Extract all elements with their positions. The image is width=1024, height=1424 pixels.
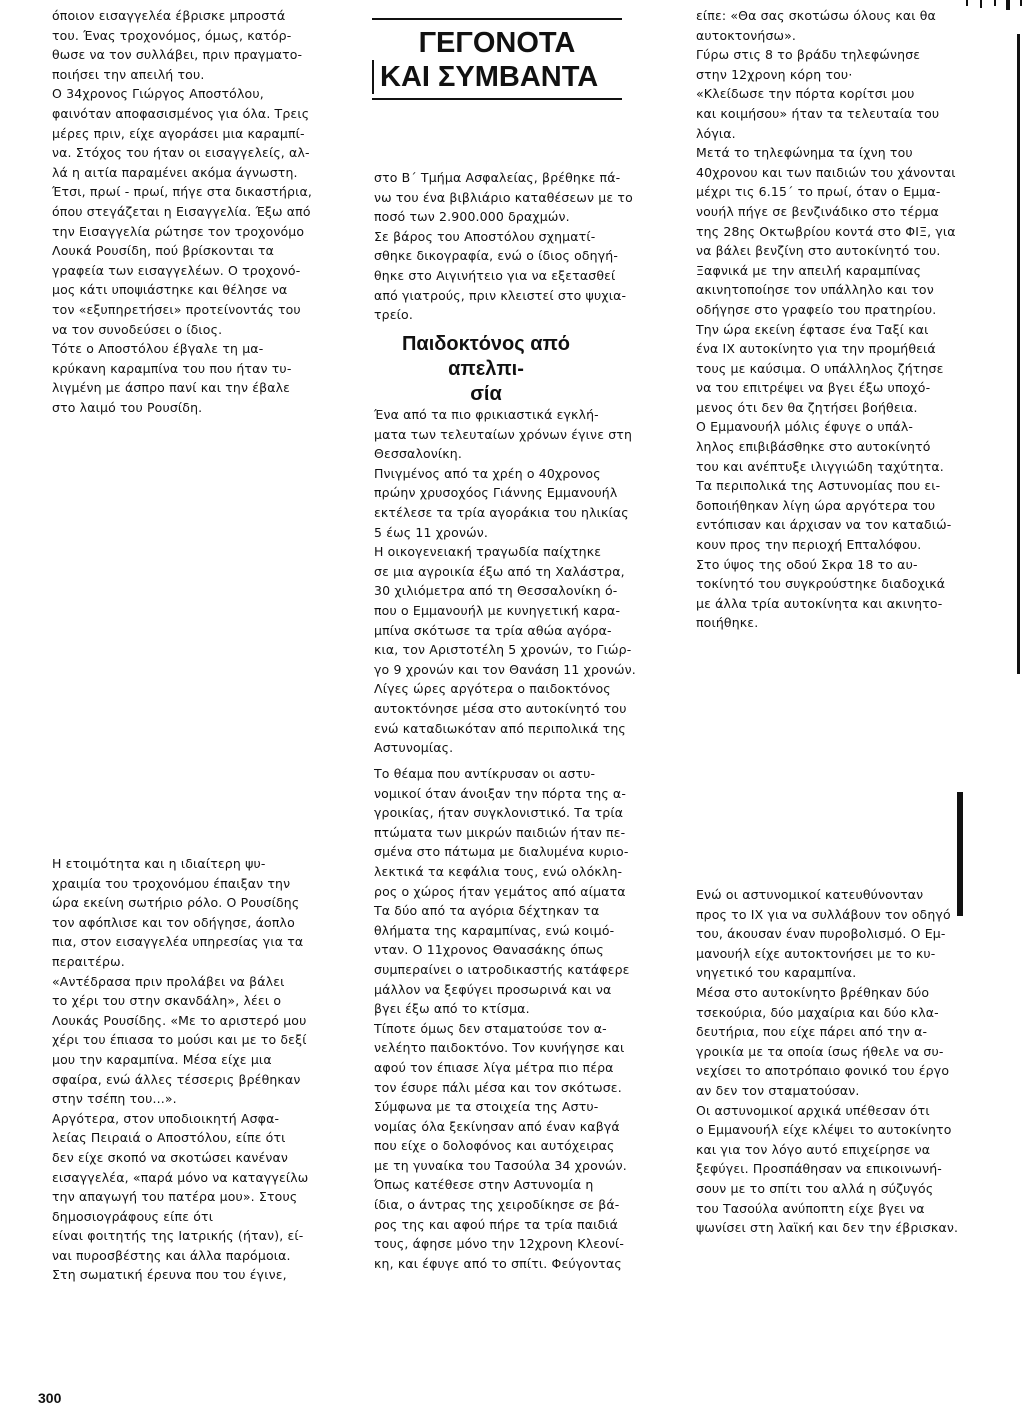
rubric-line-1: ΓΕΓΟΝΟΤΑ: [418, 27, 576, 59]
headline-text: Παιδοκτόνος από απελπι- σία: [401, 333, 571, 405]
page-number: 300: [38, 1390, 62, 1406]
article-text: στο Β΄ Τμήμα Ασφαλείας, βρέθηκε πά- νω του ένα βιβλιάριο καταθέσεων με το ποσό των 2.900.000 δραχμών. Σε βάρος του Αποστόλου σχηματί- σθηκε δικογραφία, ενώ ο ίδιος οδηγή- θηκε στο Αιγινήτειο για να εξετασθεί από γιατρούς, πριν κλειστεί στο ψυχια- τρείο.: [374, 170, 633, 323]
article-headline: [374, 332, 598, 407]
article-text: είπε: «Θα σας σκοτώσω όλους και θα αυτοκτονήσω». Γύρω στις 8 το βράδυ τηλεφώνησε στην 12χρονη κόρη του· «Κλείδωσε την πόρτα κορίτσι μου και κοιμήσου» ήταν τα τελευταία του λόγια. Μετά το τηλεφώνημα τα ίχνη του 40χρονου και των παιδιών του χάνονται μέχρι τις 6.15΄ το πρωί, όταν ο Εμμα- νουήλ πήγε σε βενζινάδικο στο τέρμα της 28ης Οκτωβρίου κοντά στο ΦΙΞ, για να βάλει βενζίνη στο αυτοκίνητό του. Ξαφνικά με την απειλή καραμπίνας ακινητοποίησε τον υπάλληλο και τον οδήγησε στο γραφείο του πρατηρίου. Την ώρα εκείνη έφτασε ένα Ταξί και ένα ΙΧ αυτοκίνητο για την προμήθειά τους με καύσιμα. Ο υπάλληλος ζήτησε να του επιτρέψει να βγει έξω υποχό- μενος ότι δεν θα ζητήσει βοήθεια. Ο Εμμανουήλ μόλις έφυγε ο υπάλ- ληλος επιβιβάσθηκε στο αυτοκίνητό του και ανέπτυξε ιλιγγιώδη ταχύτητα. Τα περιπολικά της Αστυνομίας που ει- δοποιήθηκαν λίγη ώρα αργότερα του εντόπισαν και άρχισαν να τον καταδιώ- κουν προς την περιοχή Επταλόφου. Στο ύψος της οδού Σκρα 18 το αυ- τοκίνητό του συγκρούστηκε διαδοχικά με άλλα τρία αυτοκίνητα και ακινητο- ποιήθηκε.: [696, 8, 956, 631]
article-column-2-middle: [374, 405, 670, 758]
article-column-2-bottom: [374, 764, 670, 1273]
article-text: όποιον εισαγγελέα έβρισκε μπροστά του. Ένας τροχονόμος, όμως, κατόρ- θωσε να τον συλλάβει, πριν πραγματο- ποιήσει την απειλή του. Ο 34χρονος Γιώργος Αποστόλου, φαινόταν αποφασισμένος για όλα. Τρεις μέρες πριν, είχε αγοράσει μια καραμπί- να. Στόχος του ήταν οι εισαγγελείς, αλ- λά η αιτία παραμένει ακόμα άγνωστη. Έτσι, πρωί - πρωί, πήγε στα δικαστήρια, όπου στεγάζεται η Εισαγγελία. Έξω από την Εισαγγελία ρώτησε τον τροχονόμο Λουκά Ρουσίδη, πού βρίσκονται τα γραφεία των εισαγγελέων. Ο τροχονό- μος κάτι υποψιάστηκε και θέλησε να τον «εξυπηρετήσει» προτείνοντάς του να τον συνοδεύσει ο ίδιος. Τότε ο Αποστόλου έβγαλε τη μα- κρύκανη καραμπίνα του που ήταν τυ- λιγμένη με άσπρο πανί και την έβαλε στο λαιμό του Ρουσίδη.: [52, 8, 312, 415]
article-text: Η ετοιμότητα και η ιδιαίτερη ψυ- χραιμία του τροχονόμου έπαιξαν την ώρα εκείνη σωτήριο ρόλο. Ο Ρουσίδης τον αφόπλισε και τον οδήγησε, άοπλο πια, στον εισαγγελέα υπηρεσίας για τα περαιτέρω. «Αντέδρασα πριν προλάβει να βάλει το χέρι του στην σκανδάλη», λέει ο Λουκάς Ρουσίδης. «Με το αριστερό μου χέρι του έπιασα το μούσι και με το δεξί μου την καραμπίνα. Μέσα είχε μια σφαίρα, ενώ άλλες τέσσερις βρέθηκαν στην τσέπη του...». Αργότερα, στον υποδιοικητή Ασφα- λείας Πειραιά ο Αποστόλου, είπε ότι δεν είχε σκοπό να σκοτώσει κανέναν εισαγγελέα, «παρά μόνο να καταγγείλω την απαγωγή του πατέρα μου». Στους δημοσιογράφους είπε ότι είναι φοιτητής της Ιατρικής (ήταν), εί- ναι πυροσβέστης και άλλα παρόμοια. Στη σωματική έρευνα που του έγινε,: [52, 856, 309, 1283]
article-column-2-top: [374, 168, 670, 325]
rubric-line-2: ΚΑΙ ΣΥΜΒΑΝΤΑ: [372, 60, 622, 94]
column-rule: [957, 792, 963, 916]
section-rubric: [372, 18, 622, 100]
article-column-1-top: [52, 6, 352, 417]
article-column-3-bottom: [696, 885, 992, 1238]
article-column-3-top: [696, 6, 992, 633]
article-text: Ένα από τα πιο φρικιαστικά εγκλή- ματα των τελευταίων χρόνων έγινε στη Θεσσαλονίκη. Πνιγμένος από τα χρέη ο 40χρονος πρώην χρυσοχόος Γιάννης Εμμανουήλ εκτέλεσε τα τρία αγοράκια του ηλικίας 5 έως 11 χρονών. Η οικογενειακή τραγωδία παίχτηκε σε μια αγροικία έξω από τη Χαλάστρα, 30 χιλιόμετρα από τη Θεσσαλονίκη ό- που ο Εμμανουήλ με κυνηγετική καρα- μπίνα σκότωσε τα τρία αθώα αγόρα- κια, τον Αριστοτέλη 5 χρονών, το Γιώρ- γο 9 χρονών και τον Θανάση 11 χρονών. Λίγες ώρες αργότερα ο παιδοκτόνος αυτοκτόνησε μέσα στο αυτοκίνητό του ενώ καταδιωκόταν από περιπολικά της Αστυνομίας.: [374, 407, 636, 756]
page-edge-rule: [1017, 34, 1020, 674]
article-text: Το θέαμα που αντίκρυσαν οι αστυ- νομικοί όταν άνοιξαν την πόρτα της α- γροικίας, ήταν συγκλονιστικό. Τα τρία πτώματα των μικρών παιδιών ήταν πε- σμένα στο πάτωμα με διαλυμένα κυριο- λεκτικά τα κεφάλια τους, ενώ ολόκλη- ρος ο χώρος ήταν γεμάτος από αίματα Τα δύο από τα αγόρια δέχτηκαν τα θλήματα της καραμπίνας, ενώ κοιμό- νταν. Ο 11χρονος Θανασάκης όπως συμπεραίνει ο ιατροδικαστής κατάφερε μάλλον να ξεφύγει προσωρινά και να βγει έξω από το κτίσμα. Τίποτε όμως δεν σταματούσε τον α- νελέητο παιδοκτόνο. Τον κυνήγησε και αφού τον έπιασε λίγα μέτρα πιο πέρα τον έσυρε πάλι μέσα και τον σκότωσε. Σύμφωνα με τα στοιχεία της Αστυ- νομίας όλα ξεκίνησαν από έναν καβγά που είχε ο δολοφόνος και αυτόχειρας με τη γυναίκα του Τασούλα 34 χρονών. Όπως κατέθεσε στην Αστυνομία η ίδια, ο άντρας της χειροδίκησε σε βά- ρος της και αφού πήρε τα τρία παιδιά τους, άφησε μόνο την 12χρονη Κλεονί- κη, και έφυγε από το σπίτι. Φεύγοντας: [374, 766, 630, 1271]
article-text: Ενώ οι αστυνομικοί κατευθύνονταν προς το ΙΧ για να συλλάβουν τον οδηγό του, άκουσαν έναν πυροβολισμό. Ο Εμ- μανουήλ είχε αυτοκτονήσει με το κυ- νηγετικό του καραμπίνα. Μέσα στο αυτοκίνητο βρέθηκαν δύο τσεκούρια, δύο μαχαίρια και δύο κλα- δευτήρια, που είχε πάρει από την α- γροικία με τα οποία ίσως ήθελε να συ- νεχίσει το αποτρόπαιο φονικό του έργο αν δεν τον σταματούσαν. Οι αστυνομικοί αρχικά υπέθεσαν ότι ο Εμμανουήλ είχε κλέψει το αυτοκίνητο και για τον λόγο αυτό επιχείρησε να ξεφύγει. Προσπάθησαν να επικοινωνή- σουν με το σπίτι του αλλά η σύζυγός του Τασούλα ανύποπτη είχε βγει να ψωνίσει στη λαϊκή και δεν την έβρισκαν.: [696, 887, 959, 1236]
article-column-1-bottom: [52, 854, 352, 1285]
